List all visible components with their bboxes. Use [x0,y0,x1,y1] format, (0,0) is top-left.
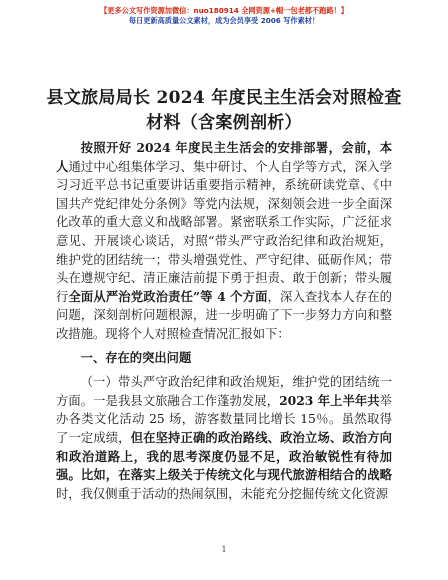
intro-text: 通过中心组集体学习、集中研讨、个人自学等方式，深入学习习近平总书记重要讲话重要指示精神，系统研读党章、《中国共产党纪律处分条例》等党内法规，深刻领会进一步全面深化改革的重大意义和战略部署。紧密联系工作实际，广泛征求意见、开展谈心谈话，对照“带头严守政治纪律和政治规矩，维护党的团结统一；带头增强党性、严守纪律、砥砺作风；带头在遵规守纪、清正廉洁前提下勇于担责、敢于创新；带头履行 [56,159,392,304]
section1-text-3: 时，我仅侧重于活动的热闹氛围，未能充分挖掘传统文化资源 [56,486,389,501]
promo-banner-line-2: 每日更新高质量公文素材，成为会员享受 2006 写作素材！ [128,16,320,25]
intro-bold-phrase: 全面从严治党政治责任”等 4 个方面 [68,288,268,304]
document-body [56,139,392,503]
section1-bold-1: 2023 年上半年共 [279,392,380,408]
section-heading-1: 一、存在的突出问题 [80,349,192,365]
section1-text-1: （一）带头严守政治纪律和政治规矩，维护党的团结统一方面。一是我县文旅融合工作蓬勃发展， [56,375,392,408]
section1-text-2: 举办各类文化活动 25 场，游客数量同比增长 15％。虽然取得了一定成绩， [56,393,392,445]
page-number: 1 [221,545,227,554]
promo-banner-line-1: 【更多公文写作资源加微信：nuo180914 全网资源+帽一包老都不跑路！】 [100,6,348,15]
intro-tail: ，深入查找本人存在的问题，深刻剖析问题根源，进一步明确了下一步努力方向和整改措施。现将个人对照检查情况汇报如下： [56,289,392,341]
intro-paragraph [56,139,392,344]
section1-paragraph [56,373,392,503]
intro-lead-bold: 按照开好 2024 年度民主生活会的安排部署，会前，本人 [56,140,392,174]
promo-banner [0,6,448,26]
document-title: 县文旅局局长 2024 年度民主生活会对照检查材料（含案例剖析） [46,88,402,133]
section1-bold-2: 但在坚持正确的政治路线、政治立场、政治方向和政治道路上，我的思考深度仍显不足，政治敏锐性有待加强。比如，在落实上级关于传统文化与现代旅游相结合的战略 [56,429,392,483]
